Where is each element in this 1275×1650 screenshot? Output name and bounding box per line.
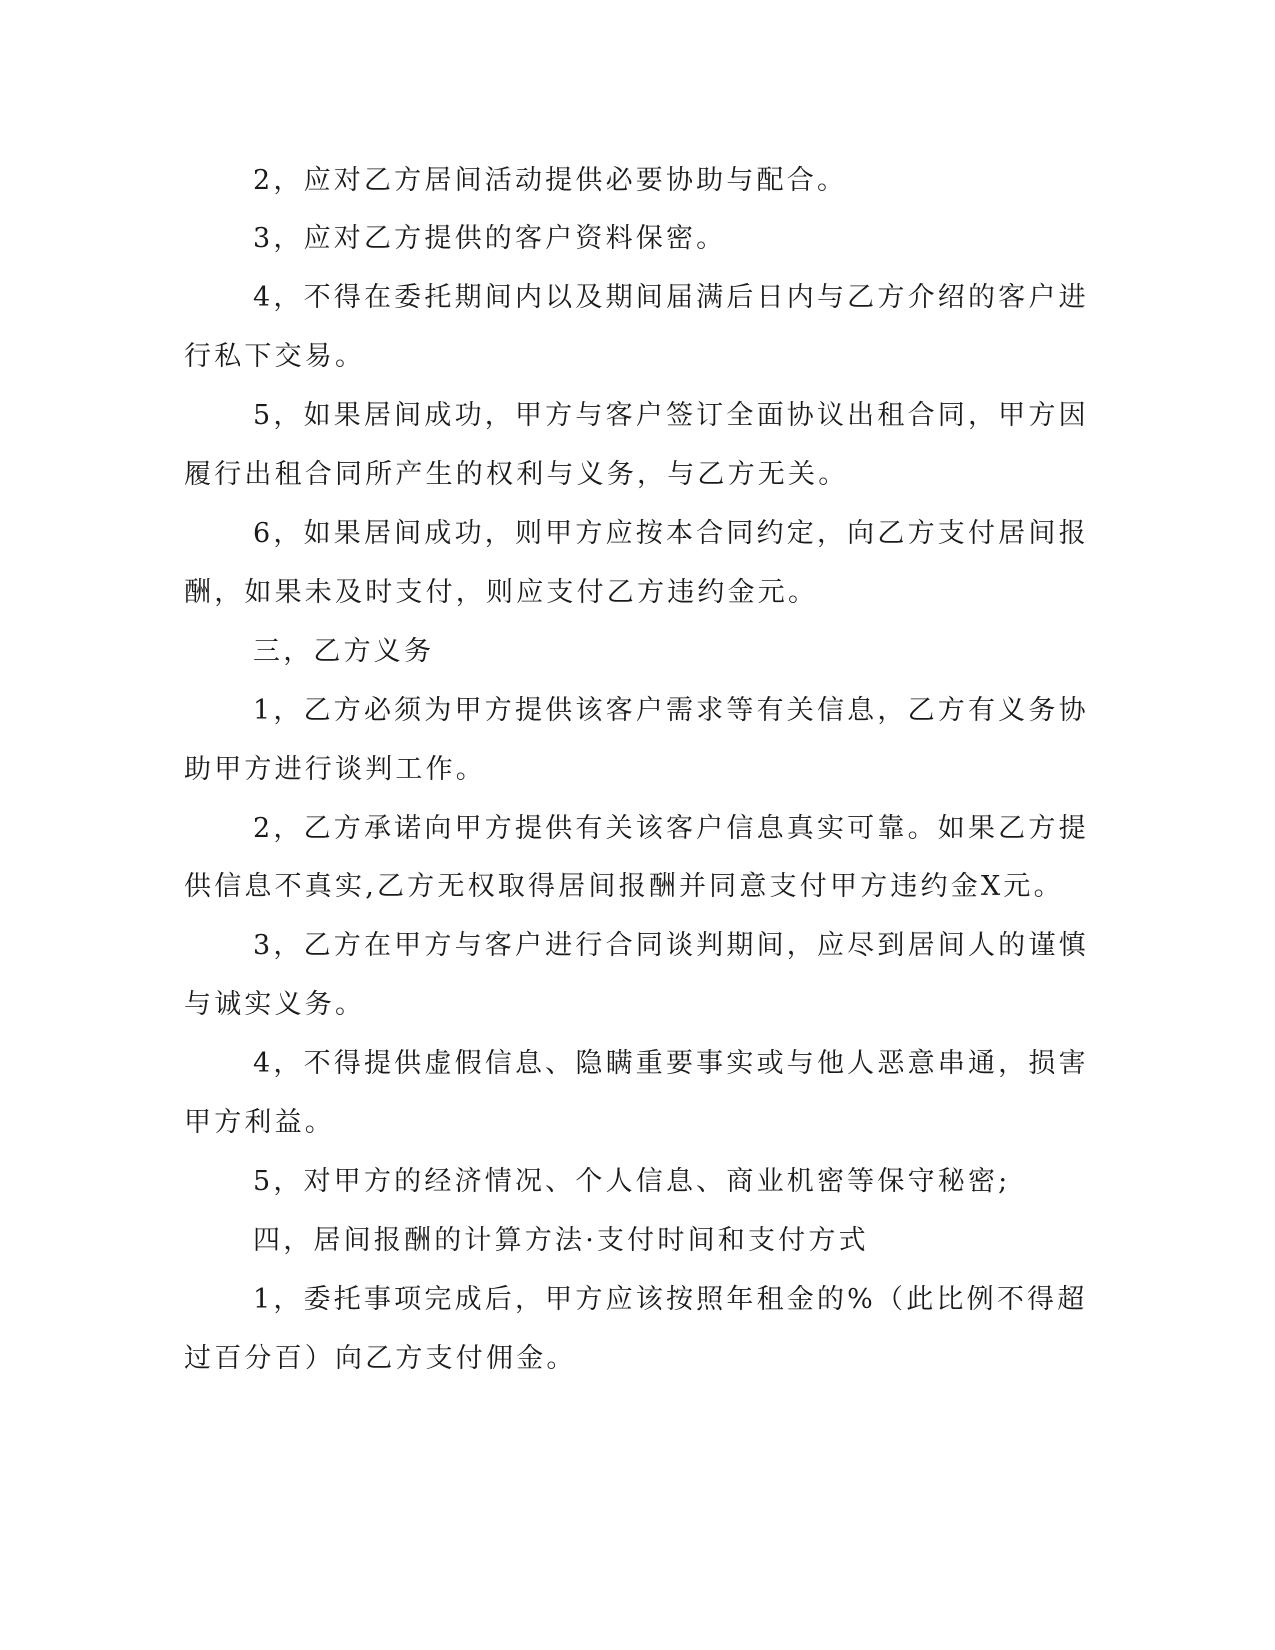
clause-a5-line2: 履行出租合同所产生的权利与义务，与乙方无关。 xyxy=(184,459,849,490)
clause-c1-line2: 过百分百）向乙方支付佣金。 xyxy=(184,1343,577,1374)
section-heading-3: 三，乙方义务 xyxy=(253,636,435,667)
clause-a6-line2: 酬，如果未及时支付，则应支付乙方违约金元。 xyxy=(184,577,819,608)
clause-a3-line1: 3，应对乙方提供的客户资料保密。 xyxy=(253,223,727,254)
clause-a4-line1: 4，不得在委托期间内以及期间届满后日内与乙方介绍的客户进 xyxy=(253,282,1089,313)
clause-a6-line1: 6，如果居间成功，则甲方应按本合同约定，向乙方支付居间报 xyxy=(253,518,1089,549)
clause-a5-line1: 5，如果居间成功，甲方与客户签订全面协议出租合同，甲方因 xyxy=(253,400,1089,431)
clause-b2-line1: 2，乙方承诺向甲方提供有关该客户信息真实可靠。如果乙方提 xyxy=(253,813,1089,844)
clause-b3-line1: 3，乙方在甲方与客户进行合同谈判期间，应尽到居间人的谨慎 xyxy=(253,930,1089,961)
clause-b4-line1: 4，不得提供虚假信息、隐瞒重要事实或与他人恶意串通，损害 xyxy=(253,1048,1089,1079)
clause-a2-line1: 2，应对乙方居间活动提供必要协助与配合。 xyxy=(253,165,848,196)
clause-b3-line2: 与诚实义务。 xyxy=(184,989,366,1020)
clause-b1-line1: 1，乙方必须为甲方提供该客户需求等有关信息，乙方有义务协 xyxy=(253,695,1089,726)
clause-c1-line1: 1，委托事项完成后，甲方应该按照年租金的%（此比例不得超 xyxy=(253,1284,1088,1315)
clause-b5-line1: 5，对甲方的经济情况、个人信息、商业机密等保守秘密; xyxy=(253,1166,1011,1197)
clause-b1-line2: 助甲方进行谈判工作。 xyxy=(184,754,486,785)
clause-a4-line2: 行私下交易。 xyxy=(184,341,366,372)
clause-b2-line2: 供信息不真实,乙方无权取得居间报酬并同意支付甲方违约金X元。 xyxy=(184,871,1064,902)
clause-b4-line2: 甲方利益。 xyxy=(184,1107,335,1138)
section-heading-4: 四，居间报酬的计算方法·支付时间和支付方式 xyxy=(253,1225,869,1256)
